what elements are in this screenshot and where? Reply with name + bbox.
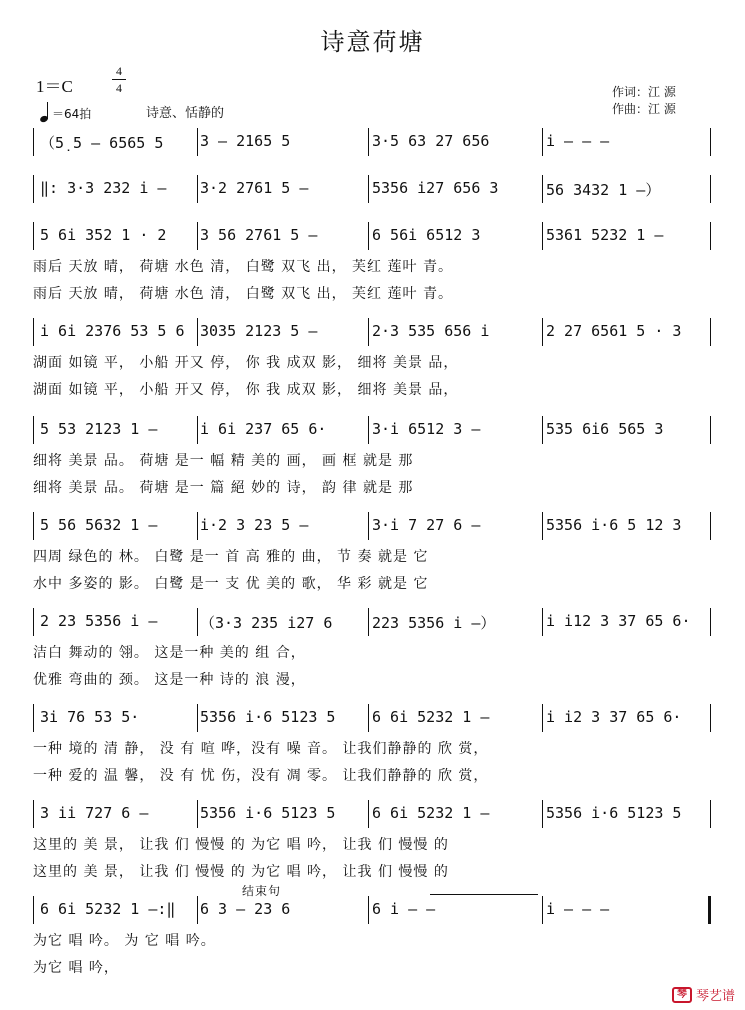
barline	[542, 222, 543, 250]
barline	[368, 800, 369, 828]
barline	[197, 175, 198, 203]
lyric-line: 湖面 如镜 平， 小船 开又 停， 你 我 成双 影， 细将 美景 品，	[33, 355, 459, 371]
measure: 56 3432 1 —）	[546, 181, 661, 199]
barline	[33, 896, 34, 924]
measure: 5356 i·6 5 12 3	[546, 516, 682, 534]
measure: i 6i 237 65 6·	[200, 420, 327, 438]
lyric-line: 水中 多姿的 影。 白鹭 是一 支 优 美的 歌， 华 彩 就是 它	[33, 576, 429, 592]
tempo-marking	[40, 102, 91, 122]
lyric-line: 这里的 美 景， 让我 们 慢慢 的 为它 唱 吟， 让我 们 慢慢 的	[33, 864, 449, 880]
barline	[197, 222, 198, 250]
lyric-line: 细将 美景 品。 荷塘 是一 篇 絕 妙的 诗， 韵 律 就是 那	[33, 480, 414, 496]
measure: 6 6i 5232 1 —:‖	[40, 900, 176, 918]
barline	[197, 318, 198, 346]
site-logo	[672, 985, 735, 1004]
time-signature	[112, 64, 126, 95]
measure: i i12 3 37 65 6·	[546, 612, 691, 630]
barline	[542, 512, 543, 540]
barline	[542, 704, 543, 732]
quarter-note-icon	[40, 102, 50, 122]
barline	[33, 704, 34, 732]
barline	[368, 896, 369, 924]
barline	[710, 222, 711, 250]
measure: 535 6i6 565 3	[546, 420, 664, 438]
measure: i 6i 2376 53 5 6	[40, 322, 185, 340]
barline	[368, 704, 369, 732]
barline	[33, 222, 34, 250]
measure: i·2 3 23 5 —	[200, 516, 309, 534]
measure: 3035 2123 5 —	[200, 322, 318, 340]
measure: 5361 5232 1 —	[546, 226, 664, 244]
measure: （3·3 235 i27 6	[200, 614, 333, 632]
barline	[197, 416, 198, 444]
measure: 223 5356 i —）	[372, 614, 496, 632]
barline	[197, 800, 198, 828]
measure: 5 56 5632 1 —	[40, 516, 158, 534]
barline	[197, 896, 198, 924]
barline	[33, 608, 34, 636]
measure: i i2 3 37 65 6·	[546, 708, 682, 726]
barline	[542, 896, 543, 924]
measure: 2·3 535 656 i	[372, 322, 490, 340]
key-signature: 1＝C	[36, 77, 73, 96]
barline	[368, 416, 369, 444]
barline	[710, 608, 711, 636]
measure: 3·5 63 27 656	[372, 132, 490, 150]
measure: 2 23 5356 i —	[40, 612, 158, 630]
logo-text: 琴艺谱	[695, 989, 735, 1004]
time-signature-line	[112, 79, 126, 80]
lyric-line: 细将 美景 品。 荷塘 是一 幅 精 美的 画， 画 框 就是 那	[33, 453, 414, 469]
measure: i — — —	[546, 900, 610, 918]
measure: 6 56i 6512 3	[372, 226, 481, 244]
barline	[710, 128, 711, 156]
barline	[710, 704, 711, 732]
time-signature-bottom: 4	[116, 81, 122, 95]
measure: 6 3 — 23 6	[200, 900, 291, 918]
measure: 5356 i·6 5123 5	[200, 804, 336, 822]
barline	[33, 128, 34, 156]
barline	[368, 175, 369, 203]
lyric-line: 为它 唱 吟。 为 它 唱 吟。	[33, 933, 216, 949]
measure: 3·i 7 27 6 —	[372, 516, 481, 534]
barline	[368, 128, 369, 156]
barline	[368, 222, 369, 250]
lyric-line: 雨后 天放 晴， 荷塘 水色 清， 白鹭 双飞 出， 芙红 莲叶 青。	[33, 286, 453, 302]
barline	[197, 128, 198, 156]
song-title: 诗意荷塘	[320, 28, 425, 56]
barline	[542, 175, 543, 203]
barline	[33, 416, 34, 444]
measure: 5 6i 352 1 · 2	[40, 226, 167, 244]
lyric-line: 这里的 美 景， 让我 们 慢慢 的 为它 唱 吟， 让我 们 慢慢 的	[33, 837, 449, 853]
barline	[197, 608, 198, 636]
lyric-line: 雨后 天放 晴， 荷塘 水色 清， 白鹭 双飞 出， 芙红 莲叶 青。	[33, 259, 453, 275]
measure: 5356 i·6 5123 5	[200, 708, 336, 726]
logo-icon: 琴	[672, 987, 692, 1003]
measure: 3·2 2761 5 —	[200, 179, 309, 197]
lyric-line: 优雅 弯曲的 颈。 这是一种 诗的 浪 漫，	[33, 672, 306, 688]
lyric-line: 四周 绿色的 林。 白鹭 是一 首 高 雅的 曲， 节 奏 就是 它	[33, 549, 429, 565]
lyric-line: 一种 境的 清 静， 没 有 喧 哗，没有 噪 音。 让我们静静的 欣 赏，	[33, 741, 489, 757]
measure: 3i 76 53 5·	[40, 708, 140, 726]
barline	[197, 512, 198, 540]
measure: 2 27 6561 5 · 3	[546, 322, 682, 340]
barline	[33, 175, 34, 203]
barline	[710, 175, 711, 203]
barline	[542, 128, 543, 156]
barline	[33, 318, 34, 346]
credits	[612, 84, 676, 118]
barline	[197, 704, 198, 732]
measure: 5 53 2123 1 —	[40, 420, 158, 438]
lyric-line: 一种 爱的 温 馨， 没 有 忧 伤，没有 凋 零。 让我们静静的 欣 赏，	[33, 768, 489, 784]
barline	[542, 800, 543, 828]
ending-label: 结束句	[242, 884, 282, 898]
barline	[542, 416, 543, 444]
time-signature-top: 4	[116, 64, 122, 78]
barline	[368, 608, 369, 636]
barline	[542, 608, 543, 636]
measure: ‖: 3·3 232 i —	[40, 179, 167, 197]
lyric-line: 湖面 如镜 平， 小船 开又 停， 你 我 成双 影， 细将 美景 品，	[33, 382, 459, 398]
measure: i — — —	[546, 132, 610, 150]
lyricist: 作词：江 源	[612, 85, 676, 99]
barline	[710, 416, 711, 444]
measure: 3 56 2761 5 —	[200, 226, 318, 244]
measure: 5356 i·6 5123 5	[546, 804, 682, 822]
measure: 3·i 6512 3 —	[372, 420, 481, 438]
barline	[710, 800, 711, 828]
composer: 作曲：江 源	[612, 102, 676, 116]
measure: （5̣ 5 — 6565 5	[40, 134, 164, 152]
barline	[368, 318, 369, 346]
final-barline	[708, 896, 711, 924]
lyric-line: 为它 唱 吟，	[33, 960, 119, 976]
volta-bracket	[430, 894, 538, 895]
tempo-value: ＝64拍	[52, 107, 92, 121]
barline	[368, 512, 369, 540]
measure: 3 — 2165 5	[200, 132, 291, 150]
barline	[33, 512, 34, 540]
barline	[33, 800, 34, 828]
measure: 6 6i 5232 1 —	[372, 804, 490, 822]
measure: 6 6i 5232 1 —	[372, 708, 490, 726]
mood-marking: 诗意、恬静的	[146, 106, 225, 121]
lyric-line: 洁白 舞动的 翎。 这是一种 美的 组 合，	[33, 645, 306, 661]
measure: 3 ii 727 6 —	[40, 804, 149, 822]
barline	[710, 318, 711, 346]
barline	[542, 318, 543, 346]
barline	[710, 512, 711, 540]
measure: 6 i — —	[372, 900, 436, 918]
measure: 5356 i27 656 3	[372, 179, 499, 197]
